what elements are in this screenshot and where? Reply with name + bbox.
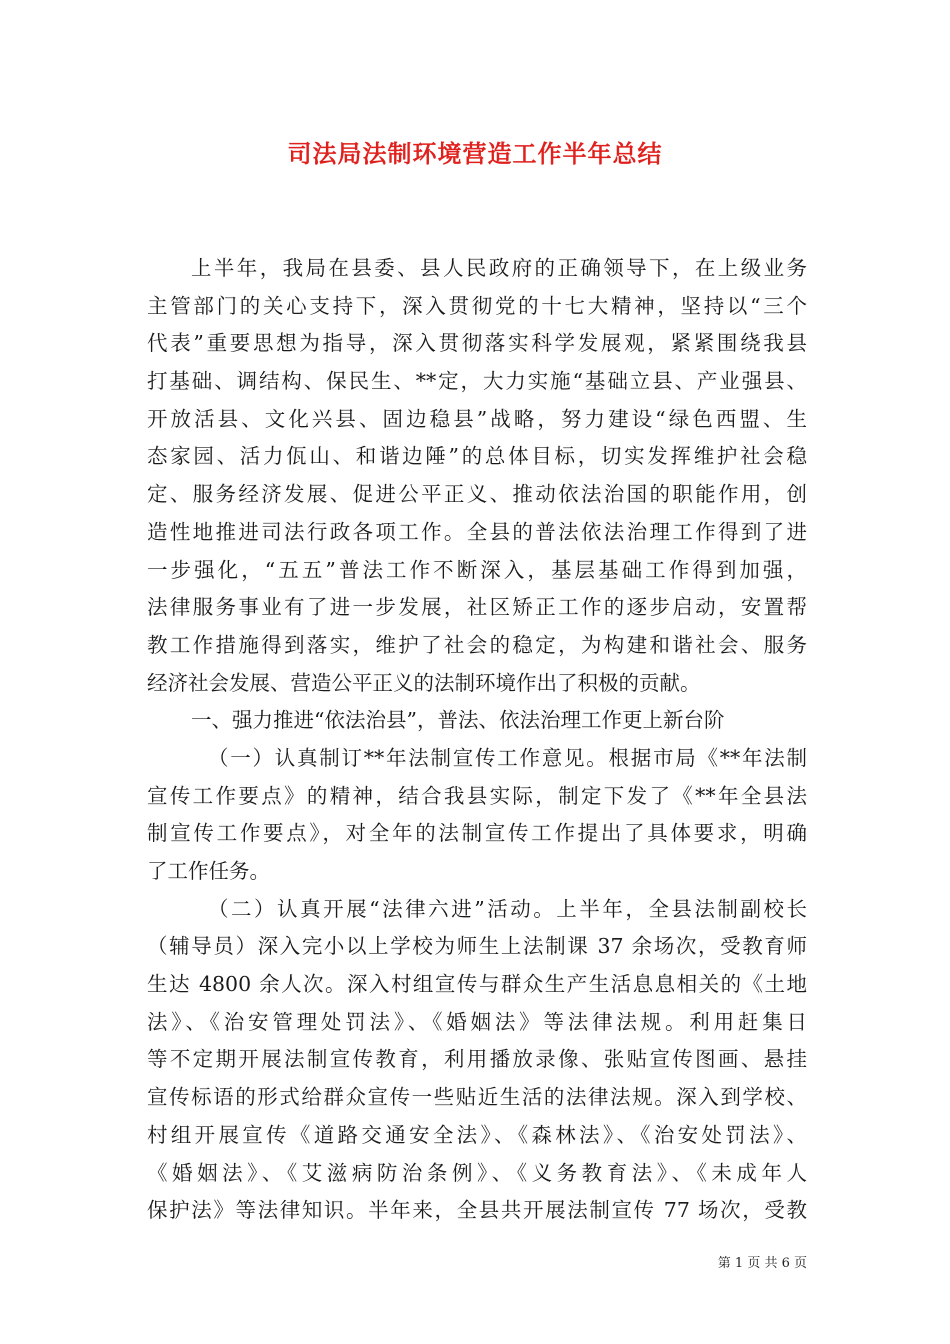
paragraph-line: 一步强化，“五五”普法工作不断深入，基层基础工作得到加强， bbox=[147, 557, 807, 582]
paragraph-line: 上半年，我局在县委、县人民政府的正确领导下，在上级业务 bbox=[191, 256, 807, 280]
document-body bbox=[147, 250, 807, 1230]
paragraph-line: （辅导员）深入完小以上学校为师生上法制课 37 余场次，受教育师 bbox=[147, 934, 807, 959]
page-number: 第 1 页 共 6 页 bbox=[717, 1256, 807, 1271]
paragraph-line: 造性地推进司法行政各项工作。全县的普法依法治理工作得到了进 bbox=[147, 519, 807, 544]
paragraph-line: 定、服务经济发展、促进公平正义、推动依法治国的职能作用，创 bbox=[147, 482, 807, 507]
paragraph-line: 主管部门的关心支持下，深入贯彻党的十七大精神，坚持以“三个 bbox=[147, 293, 807, 318]
paragraph-line: 态家园、活力佤山、和谐边陲”的总体目标，切实发挥维护社会稳 bbox=[147, 444, 807, 469]
paragraph-line: 经济社会发展、营造公平正义的法制环境作出了积极的贡献。 bbox=[147, 670, 701, 695]
paragraph-line: 宣传标语的形式给群众宣传一些贴近生活的法律法规。深入到学校、 bbox=[147, 1085, 807, 1110]
paragraph-line: 教工作措施得到落实，维护了社会的稳定，为构建和谐社会、服务 bbox=[147, 632, 807, 657]
paragraph-line: 生达 4800 余人次。深入村组宣传与群众生产生活息息相关的《土地 bbox=[147, 972, 807, 997]
document-title: 司法局法制环境营造工作半年总结 bbox=[287, 139, 663, 168]
paragraph-line: 村组开展宣传《道路交通安全法》、《森林法》、《治安处罚法》、 bbox=[147, 1122, 807, 1147]
paragraph-line: 了工作任务。 bbox=[147, 859, 270, 883]
paragraph-line: 制宣传工作要点》，对全年的法制宣传工作提出了具体要求，明确 bbox=[147, 821, 807, 846]
paragraph-line: 等不定期开展法制宣传教育，利用播放录像、张贴宣传图画、悬挂 bbox=[147, 1047, 807, 1072]
paragraph-line: 宣传工作要点》的精神，结合我县实际，制定下发了《**年全县法 bbox=[147, 783, 807, 808]
paragraph-line: 代表”重要思想为指导，深入贯彻落实科学发展观，紧紧围绕我县 bbox=[147, 331, 807, 356]
paragraph-line: 《婚姻法》、《艾滋病防治条例》、《义务教育法》、《未成年人 bbox=[147, 1160, 807, 1185]
paragraph-line: 保护法》等法律知识。半年来，全县共开展法制宣传 77 场次，受教 bbox=[147, 1198, 807, 1223]
paragraph-line: 法》、《治安管理处罚法》、《婚姻法》等法律法规。利用赶集日 bbox=[147, 1009, 807, 1034]
paragraph-line: 法律服务事业有了进一步发展，社区矫正工作的逐步启动，安置帮 bbox=[147, 595, 807, 620]
paragraph-line: （一）认真制订**年法制宣传工作意见。根据市局《**年法制 bbox=[208, 745, 807, 770]
paragraph-line: 打基础、调结构、保民生、**定，大力实施“基础立县、产业强县、 bbox=[147, 369, 807, 394]
paragraph-line: 开放活县、文化兴县、固边稳县”战略，努力建设“绿色西盟、生 bbox=[147, 406, 807, 431]
section-heading: 一、强力推进“依法治县”，普法、依法治理工作更上新台阶 bbox=[191, 708, 725, 733]
paragraph-line: （二）认真开展“法律六进”活动。上半年，全县法制副校长 bbox=[208, 896, 807, 921]
